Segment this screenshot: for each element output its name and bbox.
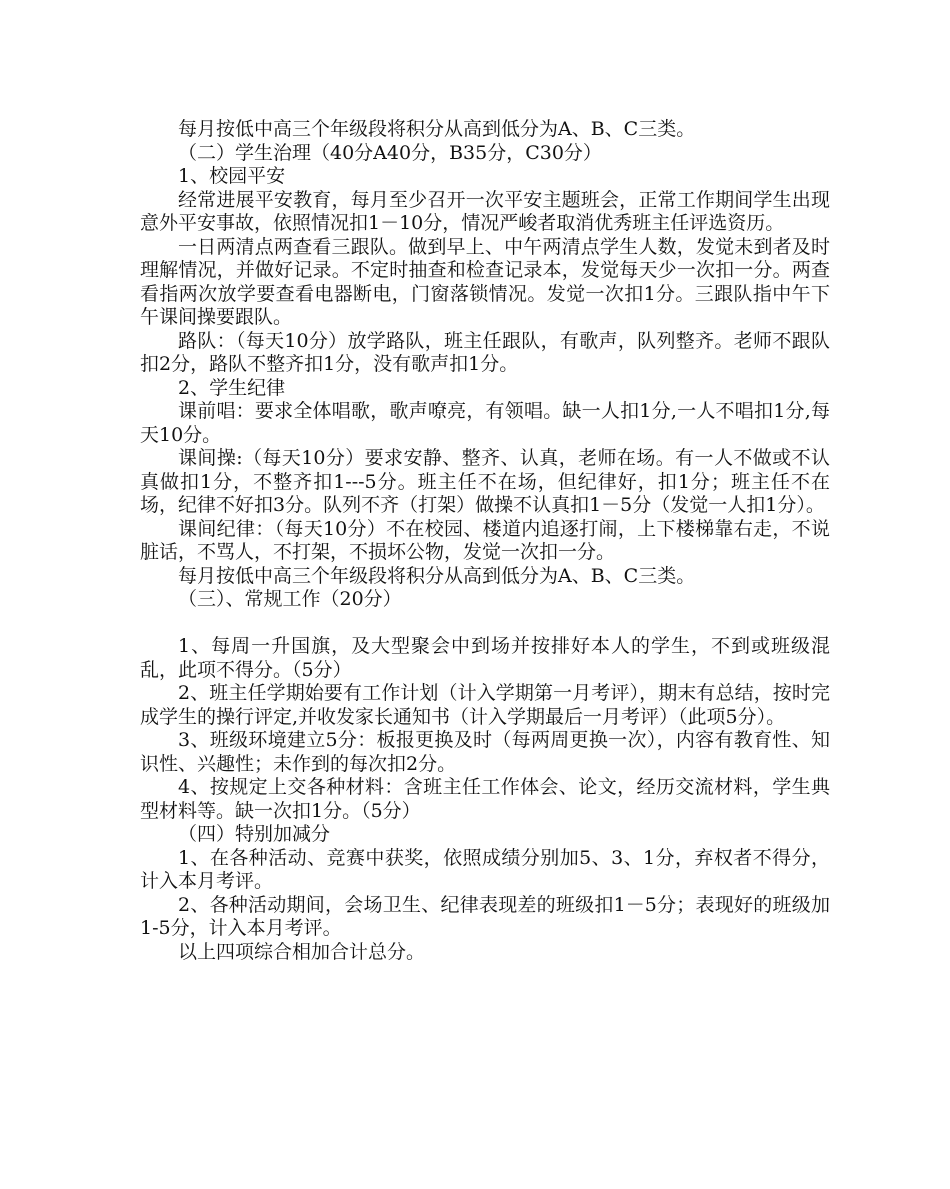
paragraph-total-score: 以上四项综合相加合计总分。: [178, 940, 426, 963]
paragraph-break-exercise: 课间操:（每天10分）要求安静、整齐、认真，老师在场。有一人不做或不认真做扣1分，不整齐扣1---5分。班主任不在场，但纪律好，扣1分；班主任不在场，纪律不好扣3分。队列不齐（打架）做操不认真扣1－5分（发觉一人扣1分）。: [140, 447, 830, 516]
paragraph-grade-classification-2: 每月按低中高三个年级段将积分从高到低分为A、B、C三类。: [178, 564, 696, 587]
paragraph-grade-classification: 每月按低中高三个年级段将积分从高到低分为A、B、C三类。: [178, 118, 696, 140]
subheading-campus-safety: 1、校园平安: [178, 165, 286, 187]
paragraph-daily-checks: 一日两清点两查看三跟队。做到早上、中午两清点学生人数，发觉未到者及时理解情况，并做好记录。不定时抽查和检查记录本，发觉每天少一次扣一分。两查看指两次放学要查看电器断电，门窗落锁情况。发觉一次扣1分。三跟队指中午下午课间操要跟队。: [140, 235, 830, 328]
paragraph-class-environment: 3、班级环境建立5分：板报更换及时（每两周更换一次），内容有教育性、知识性、兴趣性；未作到的每次扣2分。: [140, 729, 830, 775]
paragraph-road-queue: 路队：（每天10分）放学路队，班主任跟队，有歌声，队列整齐。老师不跟队扣2分，路队不整齐扣1分，没有歌声扣1分。: [140, 329, 830, 375]
heading-student-management: （二）学生治理（40分A40分，B35分，C30分）: [178, 141, 602, 164]
heading-special-points: （四）特别加减分: [178, 823, 331, 845]
paragraph-competition-awards: 1、在各种活动、竞赛中获奖，依照成绩分别加5、3、1分，弃权者不得分，计入本月考评。: [140, 846, 830, 892]
paragraph-break-discipline: 课间纪律：（每天10分）不在校园、楼道内追逐打闹，上下楼梯靠右走，不说脏话，不骂人，不打架，不损坏公物，发觉一次扣一分。: [140, 517, 830, 563]
document-body: [140, 118, 830, 964]
paragraph-flag-raising: 1、每周一升国旗，及大型聚会中到场并按排好本人的学生，不到或班级混乱，此项不得分。（5分）: [140, 635, 830, 681]
heading-routine-work: （三）、常规工作（20分）: [178, 588, 402, 610]
subheading-student-discipline: 2、学生纪律: [178, 376, 286, 399]
paragraph-activity-performance: 2、各种活动期间，会场卫生、纪律表现差的班级扣1－5分；表现好的班级加1-5分，计入本月考评。: [140, 893, 830, 939]
paragraph-safety-education: 经常进展平安教育，每月至少召开一次平安主题班会，正常工作期间学生出现意外平安事故，依照情况扣1－10分，情况严峻者取消优秀班主任评选资历。: [140, 188, 830, 234]
paragraph-submit-materials: 4、按规定上交各种材料：含班主任工作体会、论文，经历交流材料，学生典型材料等。缺一次扣1分。（5分）: [140, 776, 830, 822]
paragraph-spacer: [140, 612, 830, 636]
paragraph-pre-class-singing: 课前唱：要求全体唱歌，歌声嘹亮，有领唱。缺一人扣1分,一人不唱扣1分,每天10分。: [140, 400, 830, 446]
paragraph-work-plan: 2、班主任学期始要有工作计划（计入学期第一月考评），期末有总结，按时完成学生的操行评定,并收发家长通知书（计入学期最后一月考评）（此项5分）。: [140, 682, 830, 728]
